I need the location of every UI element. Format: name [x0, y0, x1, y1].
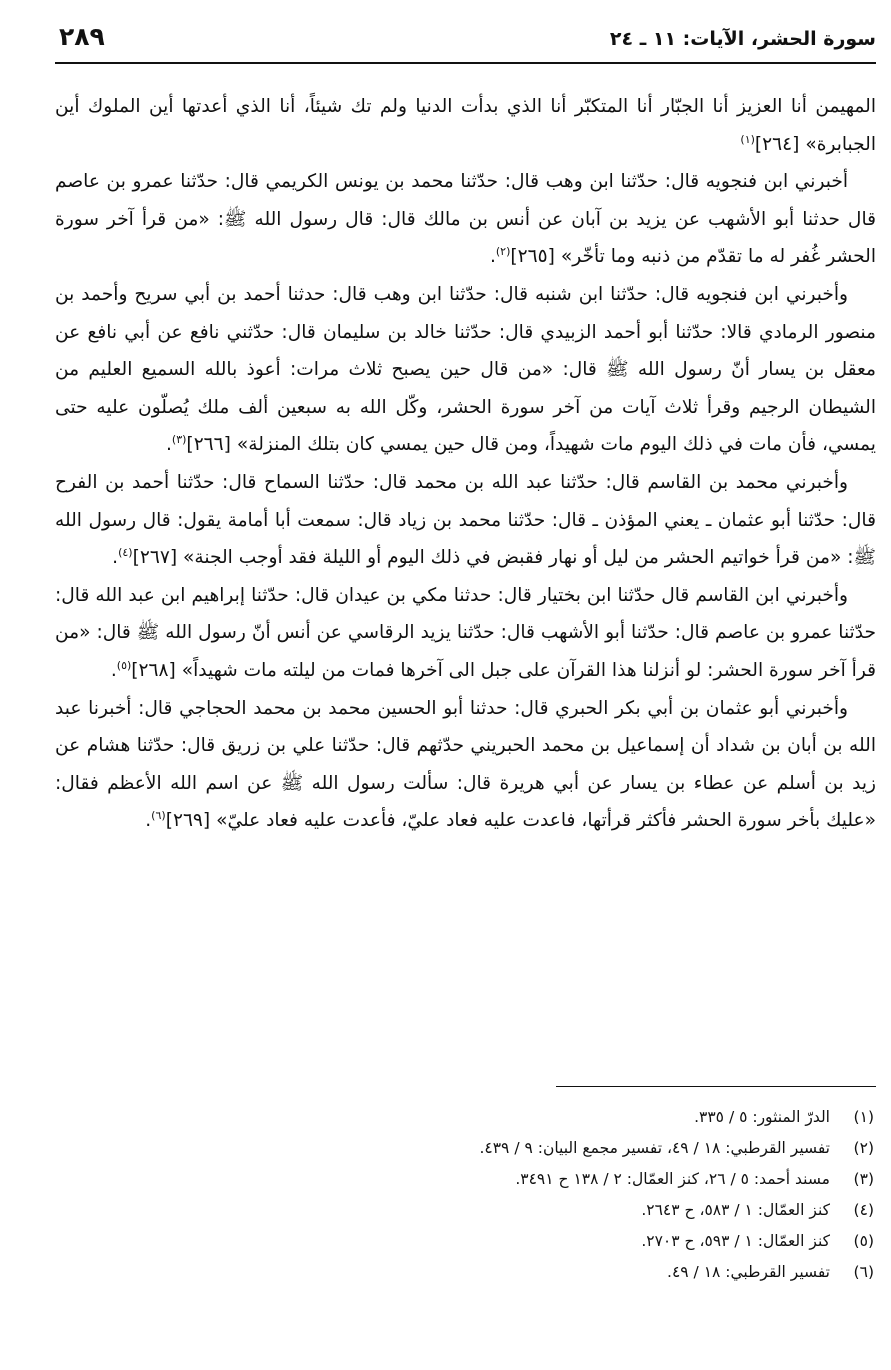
paragraph-text: وأخبرني أبو عثمان بن أبي بكر الحبري قال: حدثنا أبو الحسين محمد بن محمد الحجاجي قال: أخبرنا عبد الله بن أبان بن شداد أن إسماعيل بن محمد الحبريني حدّثهم قال: حدّثنا علي بن زريق قال: حدّثنا هشام عن زيد بن أسلم عن عطاء بن يسار عن أبي هريرة قال: سألت رسول الله ﷺ عن اسم الله الأعظم فقال: «عليك بأخر سورة الحشر فأكثر قرأتها، فاعدت عليه فعاد عليّ، فأعدت عليه فعاد عليّ»	[55, 697, 876, 832]
footnote-text: الدرّ المنثور: ٥ / ٣٣٥.	[694, 1108, 830, 1126]
paragraph	[55, 88, 876, 163]
footnote-text: مسند أحمد: ٥ / ٢٦، كنز العمّال: ٢ / ١٣٨ ح ٣٤٩١.	[515, 1170, 830, 1188]
footnote-item	[74, 1102, 874, 1133]
footnote-marker: (٢)	[495, 245, 511, 259]
hadith-reference	[145, 810, 210, 831]
footnote-divider	[556, 1086, 876, 1087]
paragraph	[55, 464, 876, 577]
paragraph-text: وأخبرني ابن فنجويه قال: حدّثنا ابن شنبه قال: حدّثنا ابن وهب قال: حدثنا أحمد بن أبي سريح وأحمد بن منصور الرمادي قالا: حدّثنا أبو أحمد الزبيدي قال: حدّثنا خالد بن سليمان قال: حدّثني نافع عن أبي نافع عن معقل بن يسار أنّ رسول الله ﷺ قال: «من قال حين يصبح ثلاث مرات: أعوذ بالله السميع العليم من الشيطان الرجيم وقرأ ثلاث آيات من آخر سورة الحشر، وكّل الله به سبعين ألف ملك يُصلّون عليه حتى يمسي، فأن مات في ذلك اليوم مات شهيداً، ومن قال حين يمسي كان بتلك المنزلة»	[55, 283, 876, 456]
reference-number: [٢٦٧]	[132, 547, 178, 569]
reference-number: [٢٦٤]	[754, 133, 800, 155]
hadith-reference	[112, 547, 177, 568]
page-number: ٢٨٩	[59, 22, 105, 51]
paragraph	[55, 690, 876, 840]
footnote-item	[74, 1226, 874, 1257]
footnote-marker: (٦)	[151, 809, 166, 823]
footnote-number: (٣)	[853, 1170, 874, 1188]
footnote-item	[74, 1133, 874, 1164]
paragraph	[55, 276, 876, 464]
running-title: سورة الحشر، الآيات: ١١ ـ ٢٤	[609, 28, 876, 50]
hadith-reference	[111, 660, 176, 681]
footnote-number: (٥)	[853, 1232, 874, 1250]
hadith-reference	[166, 434, 231, 455]
footnote-marker: (٥)	[116, 658, 132, 672]
paragraph-text: المهيمن أنا العزيز أنا الجبّار أنا المتكبّر أنا الذي بدأت الدنيا ولم تك شيئاً، أنا الذي أعدتها أين الملوك أين الجبابرة»	[55, 96, 876, 155]
footnote-item	[74, 1164, 874, 1195]
hadith-reference	[740, 134, 799, 155]
footnote-number: (١)	[853, 1108, 874, 1126]
paragraph-end: .	[165, 434, 172, 456]
footnote-number: (٦)	[853, 1263, 874, 1281]
footnotes-list	[74, 1102, 874, 1288]
footnote-number: (٤)	[853, 1201, 874, 1219]
paragraph-end: .	[489, 246, 496, 268]
paragraph-end: .	[110, 659, 117, 681]
paragraph	[55, 577, 876, 690]
footnote-item	[74, 1195, 874, 1226]
footnote-text: كنز العمّال: ١ / ٥٨٣، ح ٢٦٤٣.	[641, 1201, 830, 1219]
footnote-text: كنز العمّال: ١ / ٥٩٣، ح ٢٧٠٣.	[641, 1232, 830, 1250]
paragraph-text: وأخبرني ابن القاسم قال حدّثنا ابن بختيار قال: حدثنا مكي بن عيدان قال: حدّثنا إبراهيم ابن عبد الله قال: حدّثنا عمرو بن عاصم قال: حدّثنا أبو الأشهب قال: حدّثنا يزيد الرقاسي عن أنس أنّ رسول الله ﷺ قال: «من قرأ آخر سورة الحشر: لو أنزلنا هذا القرآن على جبل الى آخرها فمات من ليلته مات شهيداً»	[55, 584, 876, 681]
page-header	[55, 22, 876, 64]
footnote-text: تفسير القرطبي: ١٨ / ٤٩.	[667, 1263, 830, 1281]
footnote-number: (٢)	[853, 1139, 874, 1157]
reference-number: [٢٦٨]	[131, 659, 176, 681]
footnote-marker: (٤)	[118, 545, 133, 559]
paragraph	[55, 163, 876, 276]
paragraph-end: .	[145, 810, 152, 832]
footnote-marker: (٣)	[171, 433, 187, 447]
paragraph-end: .	[112, 547, 119, 569]
main-text	[55, 88, 876, 840]
paragraph-text: وأخبرني محمد بن القاسم قال: حدّثنا عبد الله بن محمد قال: حدّثنا السماح قال: حدّثنا أحمد بن الفرح قال: حدّثنا أبو عثمان ـ يعني المؤذن ـ قال: حدّثنا محمد بن زياد قال: سمعت أبا أمامة يقول: قال رسول الله ﷺ: «من قرأ خواتيم الحشر من ليل أو نهار فقبض في ذلك اليوم أو الليلة فقد أوجب الجنة»	[55, 471, 876, 569]
reference-number: [٢٦٦]	[186, 434, 231, 456]
footnote-text: تفسير القرطبي: ١٨ / ٤٩، تفسير مجمع البيان: ٩ / ٤٣٩.	[479, 1139, 830, 1157]
hadith-reference	[490, 246, 555, 267]
reference-number: [٢٦٩]	[165, 810, 211, 832]
footnote-item	[74, 1257, 874, 1288]
footnote-marker: (١)	[740, 132, 755, 146]
paragraph-text: أخبرني ابن فنجويه قال: حدّثنا ابن وهب قال: حدّثنا محمد بن يونس الكريمي قال: حدّثنا عمرو بن عاصم قال حدثنا أبو الأشهب عن يزيد بن آبان عن أنس بن مالك قال: قال رسول الله ﷺ: «من قرأ آخر سورة الحشر غُفر له ما تقدّم من ذنبه وما تأخّر»	[55, 171, 876, 268]
book-page	[55, 22, 876, 1352]
reference-number: [٢٦٥]	[510, 246, 555, 268]
